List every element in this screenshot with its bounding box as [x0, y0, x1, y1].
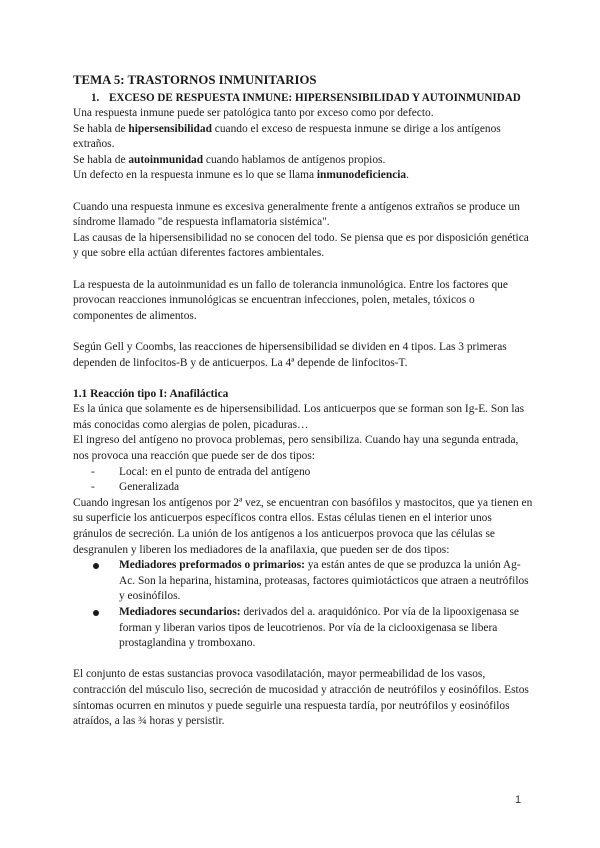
term-mediadores-primarios: Mediadores preformados o primarios: — [119, 559, 305, 572]
term-autoinmunidad: autoinmunidad — [128, 153, 204, 166]
spacer — [73, 652, 533, 668]
page-number: 1 — [515, 794, 522, 806]
paragraph-ingreso: El ingreso del antígeno no provoca problemas, pero sensibiliza. Cuando hay una segunda entrada, nos provoca una reacción que puede ser de dos tipos: — [73, 434, 519, 463]
bullet-icon — [93, 563, 99, 569]
text-span: Se habla de — [73, 153, 129, 166]
text-span: derivados del a. araquidónico. Por vía de la lipooxigenasa se forman y liberan varios tipos de leucotrienos. Por vía de la ciclooxigenasa se libera prostaglandina y tromboxano. — [119, 606, 519, 650]
intro-line-3 — [73, 153, 533, 169]
intro-line-4 — [73, 168, 533, 184]
document-title: TEMA 5: TRASTORNOS INMUNITARIOS — [73, 73, 317, 87]
list-item — [91, 605, 533, 652]
intro-line-1: Una respuesta inmune puede ser patológica tanto por exceso como por defecto. — [73, 107, 434, 119]
list-item — [91, 558, 533, 605]
paragraph-autoinmunidad: La respuesta de la autoinmunidad es un fallo de tolerancia inmunológica. Entre los factores que provocan reacciones inmunológicas se encuentran infecciones, polen, metales, tóxicos o componentes de alimentos. — [73, 278, 508, 322]
document-body — [73, 72, 533, 730]
text-span: Un defecto en la respuesta inmune es lo que se llama — [73, 169, 317, 182]
section-heading-text: EXCESO DE RESPUESTA INMUNE: HIPERSENSIBILIDAD Y AUTOINMUNIDAD — [109, 92, 521, 104]
paragraph-sindrome: Cuando una respuesta inmune es excesiva generalmente frente a antígenos extraños se produce un síndrome llamado "de respuesta inflamatoria sistémica". — [73, 200, 520, 229]
term-mediadores-secundarios: Mediadores secundarios: — [119, 606, 241, 618]
paragraph-causas: Las causas de la hipersensibilidad no se conocen del todo. Se piensa que es por disposición genética y que sobre ella actúan diferentes factores ambientales. — [73, 231, 529, 260]
term-inmunodeficiencia: inmunodeficiencia — [316, 169, 407, 182]
text-span: ya están antes de que se produzca la unión Ag-Ac. Son la heparina, histamina, proteasas, factores quimiotácticos que atraen a neutrófilos y eosinófilos. — [119, 559, 529, 603]
text-span: cuando hablamos de antígenos propios. — [203, 153, 386, 166]
text-span: Se habla de — [73, 122, 129, 135]
reaction-types-list — [73, 465, 533, 496]
paragraph-ige: Es la única que solamente es de hipersensibilidad. Los anticuerpos que se forman son Ig-E. Son las más conocidas como alergias de polen, picaduras… — [73, 403, 525, 431]
section-heading — [91, 91, 533, 106]
list-item: - Generalizada — [91, 480, 533, 496]
spacer — [73, 324, 533, 340]
paragraph-basofilos: Cuando ingresan los antígenos por 2ª vez, se encuentran con basófilos y mastocitos, que ya tienen en su superficie los anticuerpos específicos contra ellos. Estas células tienen en el interior unos gránulos de secreción. La unión de los antígenos a los anticuerpos provoca que las células se desgranulen y liberen los mediadores de la anafilaxia, que pueden ser de dos tipos: — [73, 496, 533, 556]
list-item: - Local: en el punto de entrada del antígeno — [91, 465, 533, 481]
paragraph-gell-coombs: Según Gell y Coombs, las reacciones de hipersensibilidad se dividen en 4 tipos. Las 3 primeras dependen de linfocitos-B y de anticuerpos. La 4ª depende de linfocitos-T. — [73, 340, 507, 369]
mediators-list — [73, 558, 533, 652]
spacer — [73, 184, 533, 200]
spacer — [73, 371, 533, 387]
spacer — [73, 262, 533, 278]
text-span: cuando el exceso de respuesta inmune se dirige a los antígenos extraños. — [73, 122, 501, 151]
intro-line-2 — [73, 122, 533, 153]
term-hipersensibilidad: hipersensibilidad — [128, 122, 212, 135]
text-span: . — [406, 169, 409, 182]
subsection-heading: 1.1 Reacción tipo I: Anafiláctica — [73, 387, 229, 400]
section-number: 1. — [91, 92, 100, 104]
bullet-icon — [93, 610, 99, 616]
paragraph-sintomas: El conjunto de estas sustancias provoca vasodilatación, mayor permeabilidad de los vasos, contracción del músculo liso, secreción de mucosidad y atracción de neutrófilos y eosinófilos. Estos síntomas ocurren en minutos y puede seguirle una respuesta tardía, por neutrófilos y eosinófilos atraídos, a las ¾ horas y persistir. — [73, 668, 529, 728]
